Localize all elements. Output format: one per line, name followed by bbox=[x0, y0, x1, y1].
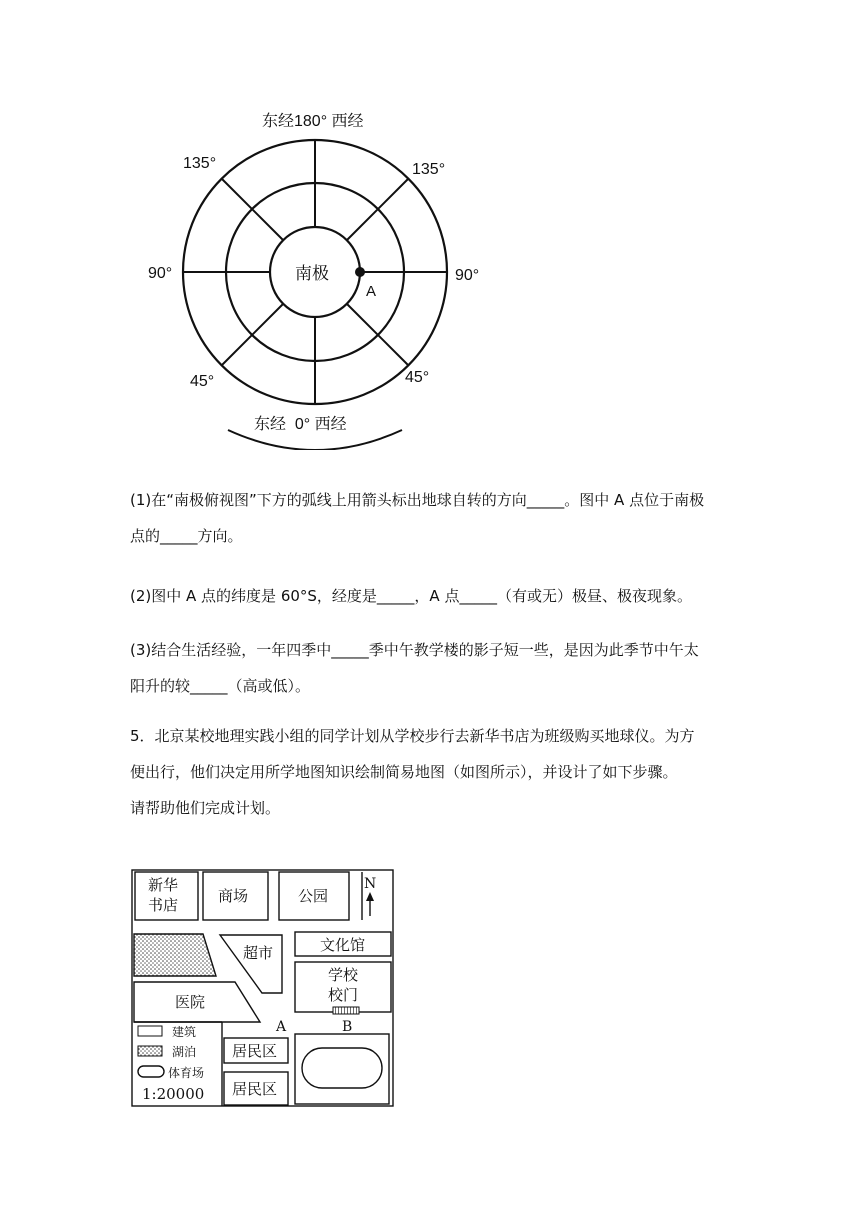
school-gate-marker bbox=[333, 1007, 359, 1014]
top-longitude-label: 东经180° 西经 bbox=[262, 113, 364, 130]
school-label-2: 校门 bbox=[328, 986, 359, 1004]
label-90-left: 90° bbox=[148, 265, 173, 282]
bottom-longitude-label: 东经 0° 西经 bbox=[254, 416, 347, 433]
stadium-block bbox=[295, 1034, 389, 1104]
legend-stadium-label: 体育场 bbox=[168, 1066, 205, 1080]
school-area-map bbox=[130, 868, 396, 1110]
legend-lake-icon bbox=[138, 1046, 162, 1056]
legend-lake-label: 湖泊 bbox=[172, 1045, 197, 1059]
label-45-left: 45° bbox=[190, 373, 215, 390]
point-a-map-label: A bbox=[276, 1019, 287, 1035]
question-3-line-2: 阳升的较_____（高或低）。 bbox=[130, 677, 311, 695]
problem-5-line-2: 便出行，他们决定用所学地图知识绘制简易地图（如图所示），并设计了如下步骤。 bbox=[130, 763, 678, 781]
question-2: (2)图中 A 点的纬度是 60°S，经度是_____，A 点_____（有或无）极昼、极夜现象。 bbox=[130, 587, 692, 605]
question-1-line-1: (1)在“南极俯视图”下方的弧线上用箭头标出地球自转的方向_____。图中 A 点位于南极 bbox=[130, 491, 705, 509]
question-3-line-1: (3)结合生活经验，一年四季中_____季中午教学楼的影子短一些，是因为此季节中午太 bbox=[130, 641, 699, 659]
label-45-right: 45° bbox=[405, 369, 430, 386]
map-scale: 1:20000 bbox=[142, 1085, 205, 1103]
legend-building-label: 建筑 bbox=[172, 1025, 197, 1039]
label-135-left: 135° bbox=[183, 155, 217, 172]
park-label: 公园 bbox=[298, 887, 329, 905]
meridian-45w bbox=[347, 304, 408, 365]
residential-label-2: 居民区 bbox=[232, 1080, 278, 1098]
residential-label-1: 居民区 bbox=[232, 1042, 278, 1060]
north-label: N bbox=[364, 876, 377, 892]
label-90-right: 90° bbox=[455, 267, 480, 284]
south-pole-view-figure bbox=[140, 100, 500, 450]
question-1-line-2: 点的_____方向。 bbox=[130, 527, 243, 545]
question-1 bbox=[130, 482, 740, 554]
problem-5-line-1: 5．北京某校地理实践小组的同学计划从学校步行去新华书店为班级购买地球仪。为方 bbox=[130, 727, 695, 745]
bookstore-label-2: 书店 bbox=[148, 896, 179, 914]
culture-hall-label: 文化馆 bbox=[320, 936, 366, 954]
point-a-label: A bbox=[366, 283, 377, 300]
point-b-map-label: B bbox=[342, 1019, 353, 1035]
label-135-right: 135° bbox=[412, 161, 446, 178]
lake-area bbox=[134, 934, 216, 976]
rotation-arc bbox=[228, 430, 402, 450]
point-a-dot bbox=[355, 267, 365, 277]
south-pole-label: 南极 bbox=[295, 264, 329, 283]
meridian-45e bbox=[222, 304, 283, 365]
hospital-label: 医院 bbox=[175, 993, 206, 1011]
legend-stadium-icon bbox=[138, 1066, 164, 1077]
question-3 bbox=[130, 632, 740, 704]
bookstore-label-1: 新华 bbox=[148, 876, 179, 894]
school-label-1: 学校 bbox=[328, 966, 359, 984]
supermarket-label: 超市 bbox=[243, 944, 274, 962]
mall-label: 商场 bbox=[218, 887, 249, 905]
legend-building-icon bbox=[138, 1026, 162, 1036]
north-arrow-head bbox=[366, 892, 374, 901]
stadium-track bbox=[302, 1048, 382, 1088]
meridian-135e bbox=[222, 179, 283, 240]
meridian-135w bbox=[347, 179, 408, 240]
problem-5-line-3: 请帮助他们完成计划。 bbox=[130, 799, 281, 817]
problem-5 bbox=[130, 718, 740, 826]
